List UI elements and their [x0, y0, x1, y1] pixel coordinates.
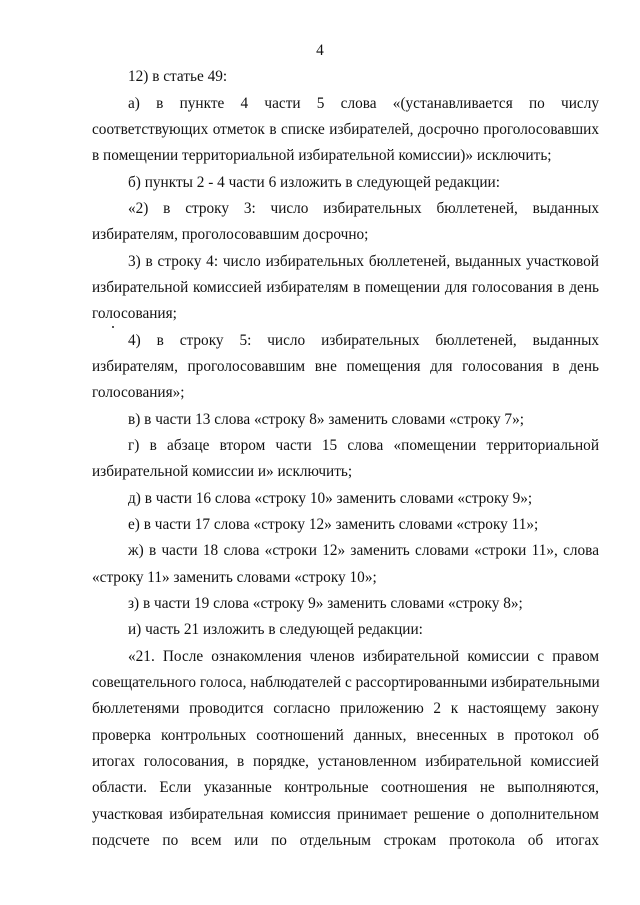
text-line: бюллетенями проводится согласно приложению 2 к настоящему закону	[92, 700, 599, 717]
text-line: подсчете по всем или по отдельным строкам протокола об итогах	[92, 832, 599, 849]
text-line: избирателям, проголосовавшим досрочно;	[92, 226, 369, 243]
text-line: области. Если указанные контрольные соотношения не выполняются,	[92, 779, 599, 796]
text-line: 3) в строку 4: число избирательных бюллетеней, выданных участковой	[128, 253, 599, 270]
text-line: и) часть 21 изложить в следующей редакции:	[128, 621, 423, 638]
text-line: избирательной комиссией избирателям в помещении для голосования в день	[92, 279, 599, 296]
text-line: голосования»;	[92, 384, 185, 401]
text-line: в помещении территориальной избирательной комиссии)» исключить;	[92, 147, 552, 164]
text-line: б) пункты 2 - 4 части 6 изложить в следующей редакции:	[128, 174, 500, 191]
text-line: участковая избирательная комиссия принимает решение о дополнительном	[92, 806, 599, 823]
text-line: «21. После ознакомления членов избирательной комиссии с правом	[128, 648, 599, 665]
text-line: «строку 11» заменить словами «строку 10»;	[92, 569, 377, 586]
text-line: е) в части 17 слова «строку 12» заменить словами «строку 11»;	[128, 516, 539, 533]
scan-speck	[112, 326, 114, 328]
text-line: итогах голосования, в порядке, установленном избирательной комиссией	[92, 753, 599, 770]
text-line: голосования;	[92, 305, 177, 322]
text-line: г) в абзаце втором части 15 слова «помещении территориальной	[128, 437, 599, 454]
text-line: совещательного голоса, наблюдателей с рассортированными избирательными	[92, 674, 600, 691]
text-line: проверка контрольных соотношений данных, внесенных в протокол об	[92, 727, 599, 744]
text-line: избирательной комиссии и» исключить;	[92, 463, 353, 480]
text-line: избирателям, проголосовавшим вне помещения для голосования в день	[92, 358, 599, 375]
text-line: соответствующих отметок в списке избирателей, досрочно проголосовавших	[92, 121, 599, 138]
text-line: «2) в строку 3: число избирательных бюллетеней, выданных	[128, 200, 599, 217]
text-line: в) в части 13 слова «строку 8» заменить словами «строку 7»;	[128, 411, 524, 428]
text-line: д) в части 16 слова «строку 10» заменить словами «строку 9»;	[128, 490, 533, 507]
text-line: 4) в строку 5: число избирательных бюллетеней, выданных	[128, 332, 599, 349]
text-line: з) в части 19 слова «строку 9» заменить словами «строку 8»;	[128, 595, 523, 612]
text-line: 12) в статье 49:	[128, 68, 228, 85]
text-line: а) в пункте 4 части 5 слова «(устанавливается по числу	[128, 95, 599, 112]
page-number: 4	[316, 42, 324, 59]
text-line: ж) в части 18 слова «строки 12» заменить словами «строки 11», слова	[128, 542, 599, 559]
